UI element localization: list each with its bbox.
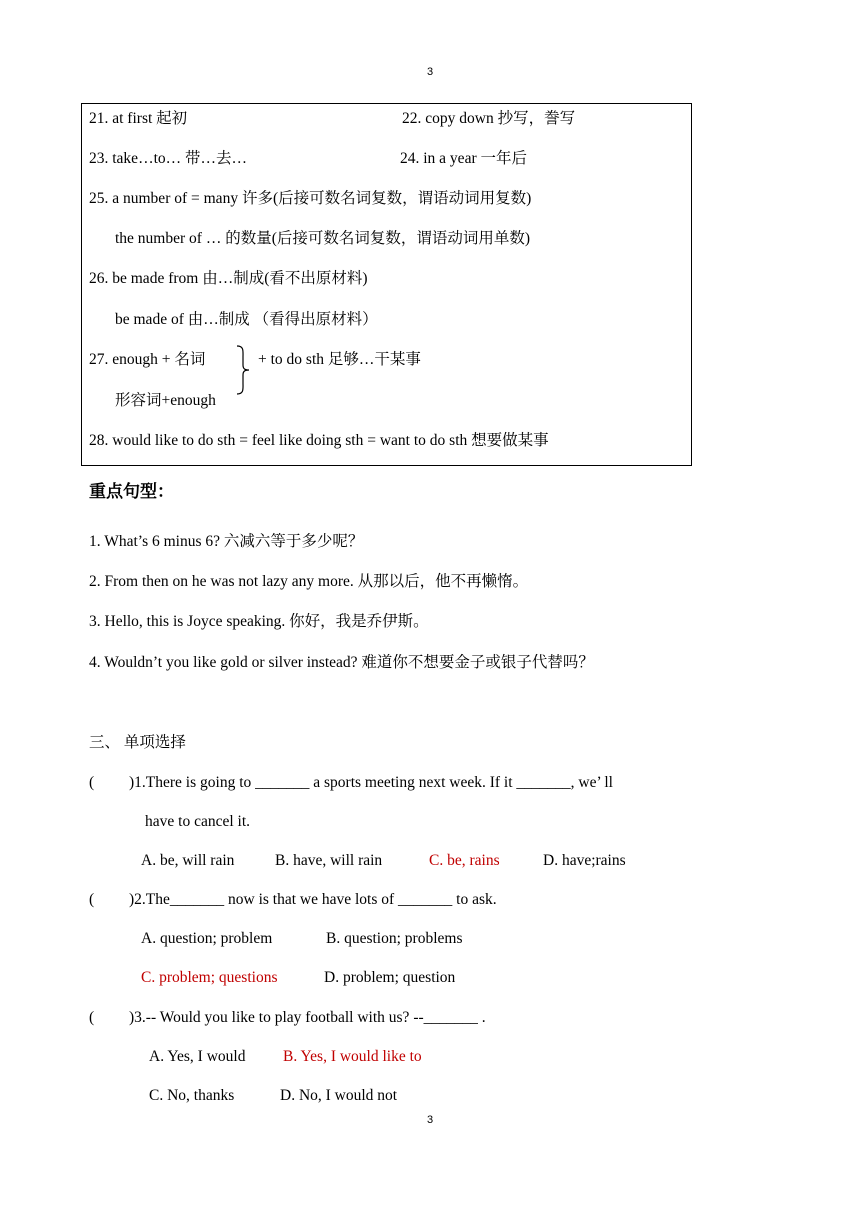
vocab-item-24: 24. in a year 一年后 bbox=[400, 150, 527, 167]
q2-stem: )2.The_______ now is that we have lots of _______ to ask. bbox=[129, 891, 497, 908]
vocab-item-23: 23. take…to… 带…去… bbox=[89, 150, 247, 167]
curly-brace-icon bbox=[236, 345, 250, 395]
q1-paren: ( bbox=[89, 774, 95, 791]
vocab-item-21: 21. at first 起初 bbox=[89, 110, 188, 127]
q3-option-a: A. Yes, I would bbox=[149, 1048, 246, 1065]
vocab-item-27b: 形容词+enough bbox=[115, 392, 216, 409]
page-number-bottom: 3 bbox=[426, 1114, 434, 1126]
q2-option-c: C. problem; questions bbox=[141, 969, 278, 986]
q2-option-d: D. problem; question bbox=[324, 969, 456, 986]
vocab-item-27a: 27. enough + 名词 bbox=[89, 351, 206, 368]
q2-paren: ( bbox=[89, 891, 95, 908]
q1-option-c: C. be, rains bbox=[429, 852, 500, 869]
vocab-item-26a: 26. be made from 由…制成(看不出原材料) bbox=[89, 270, 368, 287]
q3-stem: )3.-- Would you like to play football with us? --_______ . bbox=[129, 1009, 486, 1026]
q1-stem-cont: have to cancel it. bbox=[145, 813, 251, 830]
q1-stem: )1.There is going to _______ a sports meeting next week. If it _______, we’ ll bbox=[129, 774, 613, 791]
sentence-1: 1. What’s 6 minus 6? 六减六等于多少呢？ bbox=[89, 533, 364, 550]
vocab-item-27c: + to do sth 足够…干某事 bbox=[258, 351, 421, 368]
vocab-item-25b: the number of … 的数量(后接可数名词复数，谓语动词用单数) bbox=[115, 230, 531, 247]
q1-option-b: B. have, will rain bbox=[275, 852, 383, 869]
vocab-item-28: 28. would like to do sth = feel like doing sth = want to do sth 想要做某事 bbox=[89, 432, 549, 449]
sentence-2: 2. From then on he was not lazy any more. 从那以后，他不再懒惰。 bbox=[89, 573, 529, 590]
sentences-heading: 重点句型： bbox=[89, 482, 174, 502]
q3-option-b: B. Yes, I would like to bbox=[283, 1048, 422, 1065]
q2-option-a: A. question; problem bbox=[141, 930, 273, 947]
q3-paren: ( bbox=[89, 1009, 95, 1026]
exercise-heading: 三、 单项选择 bbox=[89, 734, 186, 751]
vocab-item-26b: be made of 由…制成 （看得出原材料） bbox=[115, 311, 378, 328]
q1-option-a: A. be, will rain bbox=[141, 852, 235, 869]
sentence-4: 4. Wouldn’t you like gold or silver instead? 难道你不想要金子或银子代替吗？ bbox=[89, 654, 594, 671]
q1-option-d: D. have;rains bbox=[543, 852, 626, 869]
q3-option-d: D. No, I would not bbox=[280, 1087, 398, 1104]
q2-option-b: B. question; problems bbox=[326, 930, 463, 947]
q3-option-c: C. No, thanks bbox=[149, 1087, 235, 1104]
page-number-top: 3 bbox=[426, 66, 434, 78]
vocab-item-25a: 25. a number of = many 许多(后接可数名词复数，谓语动词用复数) bbox=[89, 190, 532, 207]
vocab-item-22: 22. copy down 抄写，誊写 bbox=[402, 110, 576, 127]
sentence-3: 3. Hello, this is Joyce speaking. 你好，我是乔伊斯。 bbox=[89, 613, 429, 630]
